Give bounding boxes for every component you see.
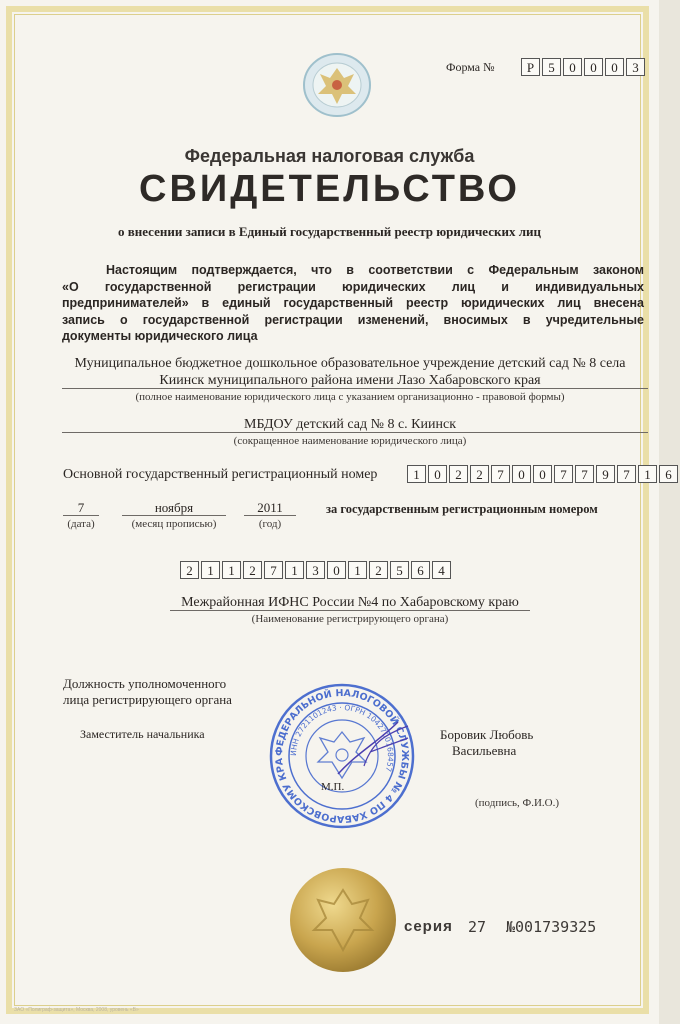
ogrn-digit-cell: 0 <box>533 465 552 483</box>
gold-seal-icon <box>288 866 398 974</box>
grn-digit-cell: 0 <box>327 561 346 579</box>
grn-digit-cell: 1 <box>285 561 304 579</box>
form-code-cell: 5 <box>542 58 561 76</box>
registration-number-phrase: за государственным регистрационным номером <box>326 502 598 516</box>
ogrn-digit-cell: 2 <box>449 465 468 483</box>
statement-line-3: предпринимателей» в единый государственный реестр юридических лиц внесена <box>62 296 644 310</box>
short-name-rule <box>62 432 648 433</box>
statement-line-2: «О государственной регистрации юридических лиц и индивидуальных <box>62 279 644 294</box>
date-month: ноября <box>154 500 194 515</box>
grn-digit-cell: 2 <box>243 561 262 579</box>
position-label-1: Должность уполномоченного <box>63 676 227 691</box>
date-month-rule <box>122 515 226 516</box>
stamp-place-label: М.П. <box>321 781 345 793</box>
short-name-caption: (сокращенное наименование юридического лица) <box>233 435 467 447</box>
authority-name: Межрайонная ИФНС России №4 по Хабаровскому краю <box>181 595 519 610</box>
signature-caption: (подпись, Ф.И.О.) <box>475 797 559 809</box>
ogrn-digit-cell: 1 <box>638 465 657 483</box>
date-year-caption: (год) <box>258 518 282 530</box>
form-code-cell: 0 <box>584 58 603 76</box>
ogrn-digit-cell: 7 <box>491 465 510 483</box>
grn-digit-cell: 7 <box>264 561 283 579</box>
ogrn-digit-cell: 0 <box>428 465 447 483</box>
full-name-line-2: Киинск муниципального района имени Лазо Хабаровского края <box>159 373 541 388</box>
printer-imprint: ЗАО «Полиграф-защита», Москва, 2008, уровень «В» <box>14 1007 139 1013</box>
grn-digit-cell: 1 <box>201 561 220 579</box>
grn-boxes <box>180 561 453 580</box>
grn-digit-cell: 3 <box>306 561 325 579</box>
statement-line-1: Настоящим подтверждается, что в соответствии с Федеральным законом <box>106 263 644 277</box>
full-name-rule <box>62 388 648 389</box>
certificate-subtitle: о внесении записи в Единый государственный реестр юридических лиц <box>117 224 541 239</box>
form-code-cell: 3 <box>626 58 645 76</box>
official-stamp <box>268 682 416 830</box>
full-name-caption: (полное наименование юридического лица с указанием организационно - правовой формы) <box>135 391 565 403</box>
official-name-1: Боровик Любовь <box>440 727 534 742</box>
stamp-outer-text: ФЕДЕРАЛЬНОЙ НАЛОГОВОЙ СЛУЖБЫ № 4 ПО ХАБАРОВСКОМУ КРА <box>273 687 411 825</box>
statement-text <box>62 262 644 345</box>
grn-digit-cell: 2 <box>180 561 199 579</box>
date-month-caption: (месяц прописью) <box>131 518 217 530</box>
authority-rule <box>170 610 530 611</box>
ogrn-digit-cell: 7 <box>575 465 594 483</box>
ogrn-digit-cell: 7 <box>554 465 573 483</box>
ogrn-label: Основной государственный регистрационный номер <box>63 467 378 482</box>
position-label-2: лица регистрирующего органа <box>63 692 232 707</box>
grn-digit-cell: 1 <box>222 561 241 579</box>
agency-name: Федеральная налоговая служба <box>184 146 475 166</box>
serial-label: серия <box>404 918 453 935</box>
date-day: 7 <box>77 500 85 515</box>
date-day-caption: (дата) <box>67 518 95 530</box>
authority-caption: (Наименование регистрирующего органа) <box>251 613 449 625</box>
short-name: МБДОУ детский сад № 8 с. Киинск <box>244 417 456 432</box>
grn-digit-cell: 2 <box>369 561 388 579</box>
stamp-inner-text: ИНН 2721101243 · ОГРН 1042700168457 <box>288 702 396 773</box>
statement-line-5: документы юридического лица <box>62 329 258 343</box>
date-year: 2011 <box>257 500 283 515</box>
grn-digit-cell: 5 <box>390 561 409 579</box>
ogrn-digit-cell: 1 <box>407 465 426 483</box>
official-position: Заместитель начальника <box>80 727 205 741</box>
ogrn-digit-cell: 9 <box>596 465 615 483</box>
ogrn-digit-cell: 7 <box>617 465 636 483</box>
grn-digit-cell: 4 <box>432 561 451 579</box>
form-code-cell: 0 <box>563 58 582 76</box>
grn-digit-cell: 1 <box>348 561 367 579</box>
ogrn-digit-cell: 2 <box>470 465 489 483</box>
serial-series: 27 <box>468 918 487 936</box>
form-code-boxes <box>521 58 647 77</box>
form-code-cell: 0 <box>605 58 624 76</box>
form-code-cell: Р <box>521 58 540 76</box>
ogrn-digit-cell: 6 <box>659 465 678 483</box>
certificate-title: СВИДЕТЕЛЬСТВО <box>139 168 520 210</box>
statement-line-4: запись о государственной регистрации изменений, вносимых в учредительные <box>62 312 644 327</box>
emblem-icon <box>302 52 372 118</box>
serial-number: №001739325 <box>506 918 597 936</box>
official-name-2: Васильевна <box>452 743 517 758</box>
full-name-line-1: Муниципальное бюджетное дошкольное образовательное учреждение детский сад № 8 села <box>74 356 626 371</box>
form-number-label: Форма № <box>446 60 495 74</box>
date-day-rule <box>63 515 99 516</box>
ogrn-boxes <box>407 465 672 484</box>
date-year-rule <box>244 515 296 516</box>
grn-digit-cell: 6 <box>411 561 430 579</box>
ogrn-digit-cell: 0 <box>512 465 531 483</box>
